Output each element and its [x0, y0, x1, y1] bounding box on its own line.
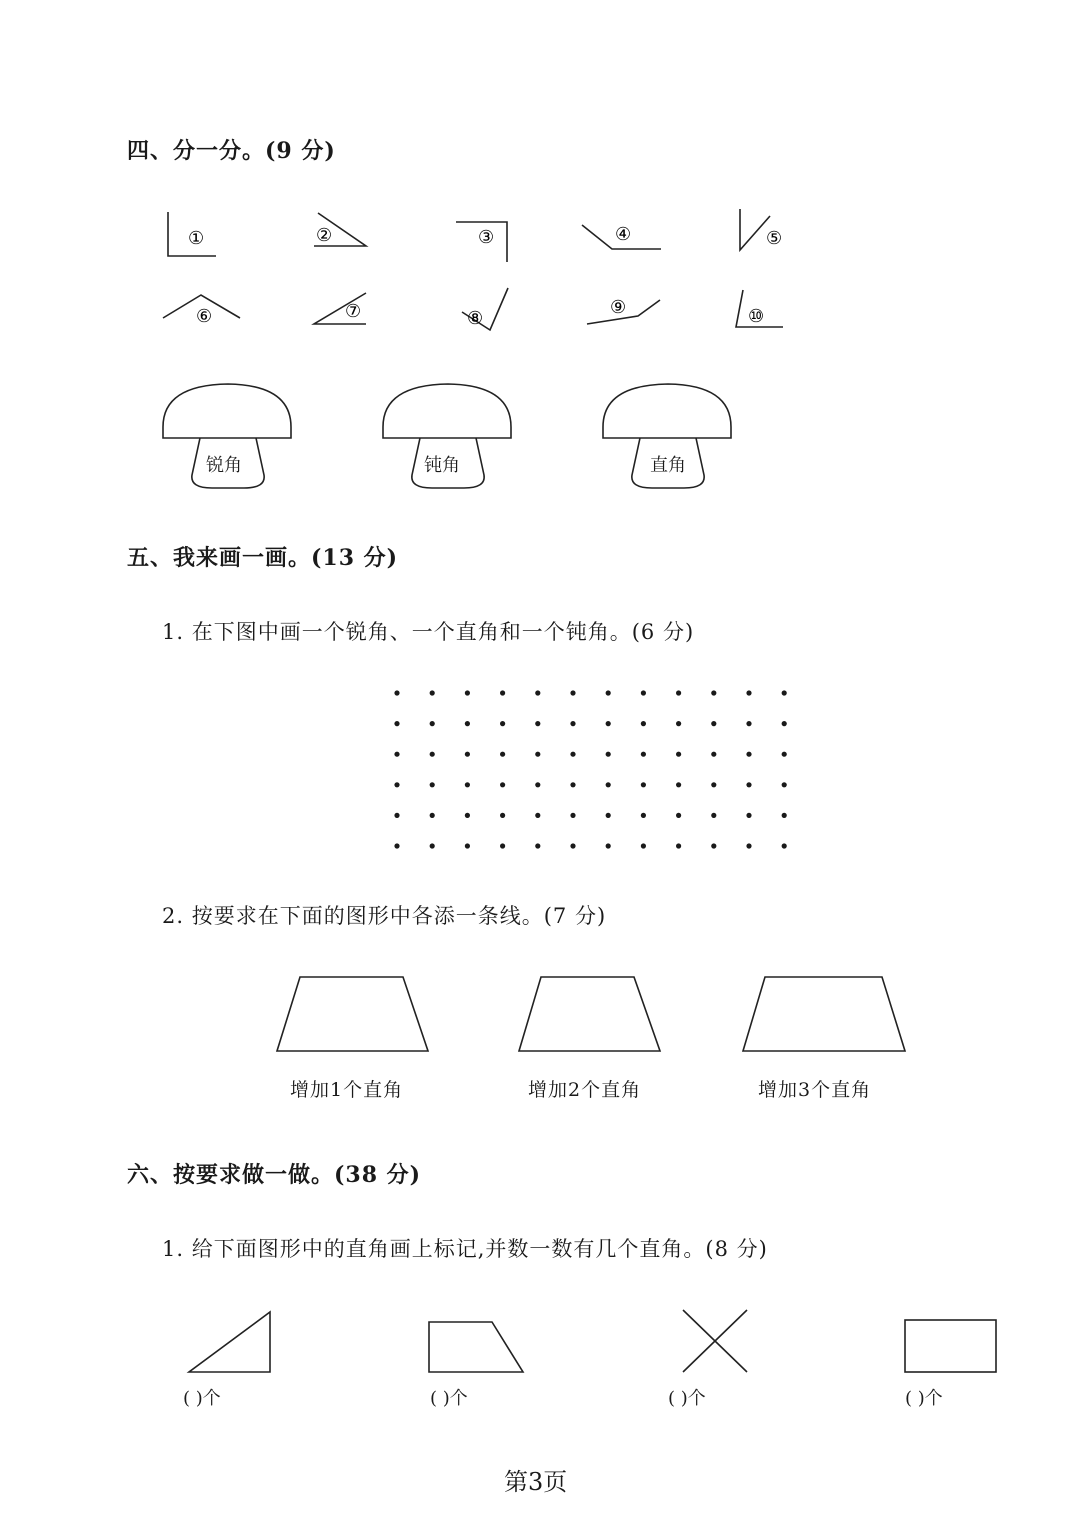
angle-3-label: ③ [478, 227, 495, 248]
grid-dot[interactable] [535, 813, 540, 818]
grid-dot[interactable] [782, 782, 787, 787]
grid-dot[interactable] [465, 721, 470, 726]
grid-dot[interactable] [430, 721, 435, 726]
mushroom-2-label: 钝角 [424, 455, 460, 476]
page-number: 第3页 [504, 1468, 568, 1496]
angle-figures [0, 0, 1080, 360]
angle-8-label: ⑧ [467, 308, 484, 329]
angle-4 [582, 224, 661, 249]
section5-question-2: 2. 按要求在下面的图形中各添一条线。(7 分) [162, 904, 607, 928]
angle-5-label: ⑤ [766, 228, 783, 249]
answer-rectangle[interactable]: ( )个 [905, 1388, 943, 1409]
grid-dot[interactable] [782, 813, 787, 818]
grid-dot[interactable] [394, 721, 399, 726]
grid-dot[interactable] [746, 843, 751, 848]
grid-dot[interactable] [570, 690, 575, 695]
grid-dot[interactable] [641, 721, 646, 726]
grid-dot[interactable] [465, 813, 470, 818]
grid-dot[interactable] [606, 843, 611, 848]
grid-dot[interactable] [394, 752, 399, 757]
grid-dot[interactable] [500, 752, 505, 757]
grid-dot[interactable] [570, 782, 575, 787]
grid-dot[interactable] [641, 843, 646, 848]
grid-dot[interactable] [500, 690, 505, 695]
grid-dot[interactable] [711, 690, 716, 695]
angle-1 [168, 212, 216, 256]
grid-dot[interactable] [676, 690, 681, 695]
section5-heading: 五、我来画一画。(13 分) [127, 545, 399, 571]
angle-4-label: ④ [615, 224, 632, 245]
grid-dot[interactable] [394, 690, 399, 695]
mushroom-3-label: 直角 [650, 455, 686, 476]
grid-dot[interactable] [641, 813, 646, 818]
grid-dot[interactable] [746, 752, 751, 757]
grid-dot[interactable] [430, 690, 435, 695]
grid-dot[interactable] [394, 782, 399, 787]
angle-10-label: ⑩ [748, 306, 765, 327]
grid-dot[interactable] [782, 690, 787, 695]
angle-8 [462, 288, 508, 330]
grid-dot[interactable] [606, 813, 611, 818]
grid-dot[interactable] [782, 843, 787, 848]
angle-1-label: ① [188, 228, 205, 249]
figure-rectangle[interactable] [903, 1318, 999, 1376]
grid-dot[interactable] [570, 721, 575, 726]
grid-dot[interactable] [465, 843, 470, 848]
mushroom-1 [160, 380, 300, 495]
grid-dot[interactable] [711, 752, 716, 757]
trapezoid-1-label: 增加1个直角 [290, 1079, 404, 1101]
grid-dot[interactable] [641, 690, 646, 695]
trapezoid-3-label: 增加3个直角 [758, 1079, 872, 1101]
grid-dot[interactable] [606, 782, 611, 787]
grid-dot[interactable] [465, 782, 470, 787]
grid-dot[interactable] [676, 721, 681, 726]
answer-trapezoid[interactable]: ( )个 [430, 1388, 468, 1409]
angle-7-label: ⑦ [345, 301, 362, 322]
trapezoid-2-label: 增加2个直角 [528, 1079, 642, 1101]
dot-grid[interactable] [380, 675, 800, 855]
grid-dot[interactable] [500, 782, 505, 787]
grid-dot[interactable] [535, 721, 540, 726]
angle-9-label: ⑨ [610, 297, 627, 318]
answer-triangle[interactable]: ( )个 [183, 1388, 221, 1409]
angle-5 [740, 209, 782, 250]
angle-3 [456, 222, 507, 262]
mushroom-3 [600, 380, 740, 495]
grid-dot[interactable] [711, 782, 716, 787]
angle-6-label: ⑥ [196, 306, 213, 327]
grid-dot[interactable] [465, 690, 470, 695]
answer-cross[interactable]: ( )个 [668, 1388, 706, 1409]
section5-question-1: 1. 在下图中画一个锐角、一个直角和一个钝角。(6 分) [162, 620, 695, 644]
angle-10 [736, 290, 783, 327]
grid-dot[interactable] [535, 690, 540, 695]
grid-dot[interactable] [746, 782, 751, 787]
angle-2-label: ② [316, 225, 333, 246]
section6-question-1: 1. 给下面图形中的直角画上标记,并数一数有几个直角。(8 分) [162, 1237, 768, 1261]
grid-dot[interactable] [535, 843, 540, 848]
angle-7 [314, 293, 366, 324]
grid-dot[interactable] [746, 813, 751, 818]
grid-dot[interactable] [676, 752, 681, 757]
grid-dot[interactable] [746, 721, 751, 726]
section6-heading: 六、按要求做一做。(38 分) [127, 1162, 422, 1188]
grid-dot[interactable] [500, 843, 505, 848]
grid-dot[interactable] [500, 813, 505, 818]
angle-6 [163, 295, 240, 327]
section4-heading: 四、分一分。(9 分) [127, 138, 336, 164]
grid-dot[interactable] [394, 843, 399, 848]
grid-dot[interactable] [606, 752, 611, 757]
grid-dot[interactable] [606, 690, 611, 695]
grid-dot[interactable] [746, 690, 751, 695]
grid-dot[interactable] [570, 813, 575, 818]
grid-dot[interactable] [430, 752, 435, 757]
figure-cross[interactable] [681, 1308, 751, 1374]
angle-9 [587, 297, 660, 324]
grid-dot[interactable] [570, 752, 575, 757]
grid-dot[interactable] [500, 721, 505, 726]
grid-dot[interactable] [394, 813, 399, 818]
grid-dot[interactable] [465, 752, 470, 757]
grid-dot[interactable] [535, 782, 540, 787]
mushroom-2 [380, 380, 520, 495]
grid-dot[interactable] [606, 721, 611, 726]
grid-dot[interactable] [782, 721, 787, 726]
grid-dot[interactable] [430, 782, 435, 787]
grid-dot[interactable] [711, 721, 716, 726]
grid-dot[interactable] [676, 782, 681, 787]
figure-trapezoid[interactable] [426, 1318, 526, 1378]
grid-dot[interactable] [641, 782, 646, 787]
trapezoid-1[interactable] [275, 975, 435, 1060]
grid-dot[interactable] [711, 813, 716, 818]
trapezoid-2[interactable] [517, 975, 667, 1060]
grid-dot[interactable] [641, 752, 646, 757]
figure-triangle[interactable] [186, 1308, 276, 1378]
grid-dot[interactable] [430, 843, 435, 848]
grid-dot[interactable] [676, 813, 681, 818]
grid-dot[interactable] [782, 752, 787, 757]
trapezoid-3[interactable] [741, 975, 911, 1060]
grid-dot[interactable] [430, 813, 435, 818]
grid-dot[interactable] [535, 752, 540, 757]
grid-dot[interactable] [711, 843, 716, 848]
angle-2 [314, 213, 366, 246]
mushroom-1-label: 锐角 [206, 455, 242, 476]
grid-dot[interactable] [676, 843, 681, 848]
grid-dot[interactable] [570, 843, 575, 848]
